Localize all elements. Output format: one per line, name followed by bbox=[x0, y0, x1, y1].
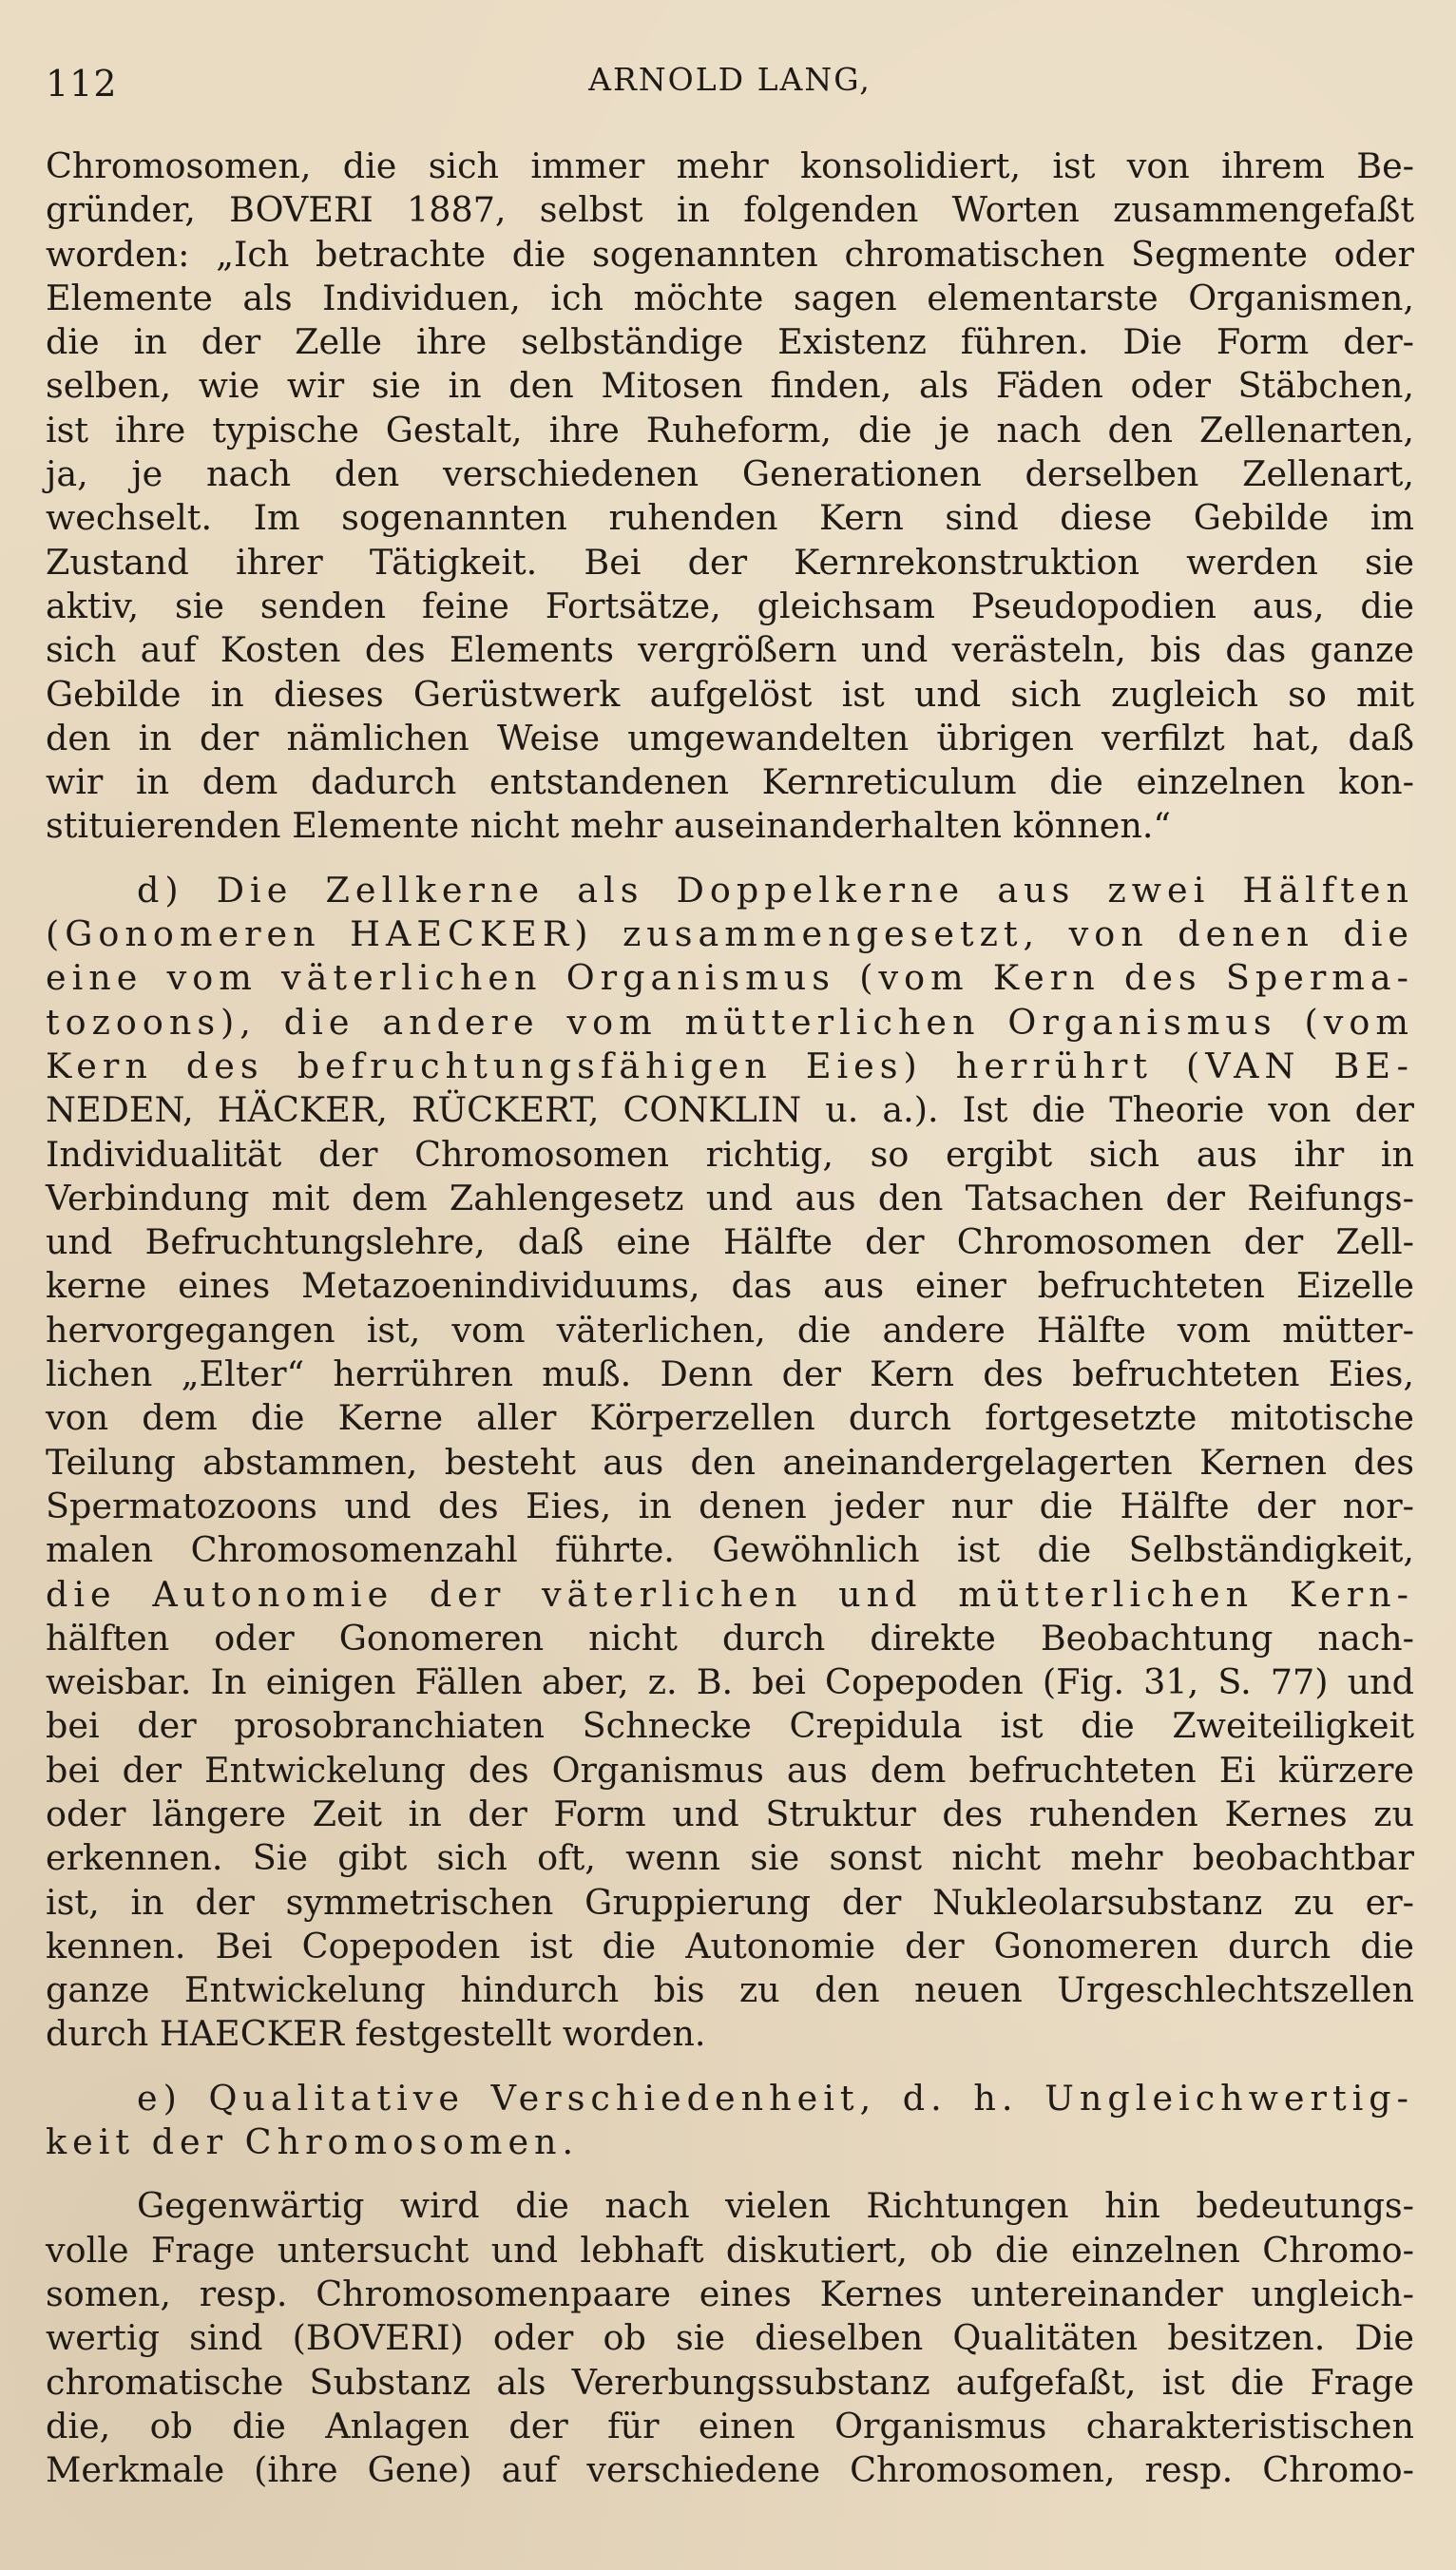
text-line: worden: „Ich betrachte die sogenannten chromatischen Segmente oder bbox=[46, 233, 1414, 275]
text-line: eine vom väterlichen Organismus (vom Kern des Sperma- bbox=[46, 957, 1414, 999]
body-text bbox=[46, 144, 1414, 2492]
text-line: Kern des befruchtungsfähigen Eies) herrührt (VAN BE- bbox=[46, 1045, 1414, 1086]
text-line: selben, wie wir sie in den Mitosen finden, als Fäden oder Stäbchen, bbox=[46, 365, 1414, 407]
text-line: volle Frage untersucht und lebhaft diskutiert, ob die einzelnen Chromo- bbox=[46, 2229, 1414, 2271]
text-line: ist, in der symmetrischen Gruppierung der Nukleolarsubstanz zu er- bbox=[46, 1881, 1414, 1923]
text-line: bei der Entwickelung des Organismus aus dem befruchteten Ei kürzere bbox=[46, 1749, 1414, 1791]
text-line: oder längere Zeit in der Form und Struktur des ruhenden Kernes zu bbox=[46, 1793, 1414, 1834]
text-line: Gebilde in dieses Gerüstwerk aufgelöst ist und sich zugleich so mit bbox=[46, 673, 1414, 715]
text-line: ganze Entwickelung hindurch bis zu den neuen Urgeschlechtszellen bbox=[46, 1969, 1414, 2011]
text-line: kennen. Bei Copepoden ist die Autonomie der Gonomeren durch die bbox=[46, 1925, 1414, 1966]
text-line: von dem die Kerne aller Körperzellen durch fortgesetzte mitotische bbox=[46, 1397, 1414, 1439]
text-line: lichen „Elter“ herrühren muß. Denn der Kern des befruchteten Eies, bbox=[46, 1353, 1414, 1395]
text-line: Teilung abstammen, besteht aus den aneinandergelagerten Kernen des bbox=[46, 1441, 1414, 1483]
text-line: malen Chromosomenzahl führte. Gewöhnlich ist die Selbständigkeit, bbox=[46, 1529, 1414, 1571]
text-line: Gegenwärtig wird die nach vielen Richtungen hin bedeutungs- bbox=[137, 2185, 1414, 2227]
paragraph-d-gonomeren bbox=[46, 869, 1414, 2057]
text-line: durch HAECKER festgestellt worden. bbox=[46, 2013, 706, 2055]
text-line: tozoons), die andere vom mütterlichen Organismus (vom bbox=[46, 1001, 1414, 1043]
text-line: hervorgegangen ist, vom väterlichen, die andere Hälfte vom mütter- bbox=[46, 1309, 1414, 1351]
text-line: Individualität der Chromosomen richtig, so ergibt sich aus ihr in bbox=[46, 1133, 1414, 1175]
paragraph-e-heading bbox=[46, 2077, 1414, 2165]
page-number: 112 bbox=[46, 63, 118, 105]
text-line: Zustand ihrer Tätigkeit. Bei der Kernrekonstruktion werden sie bbox=[46, 541, 1414, 583]
text-line: aktiv, sie senden feine Fortsätze, gleichsam Pseudopodien aus, die bbox=[46, 585, 1414, 626]
text-line: wertig sind (BOVERI) oder ob sie dieselben Qualitäten besitzen. Die bbox=[46, 2317, 1414, 2359]
text-line: bei der prosobranchiaten Schnecke Crepidula ist die Zweiteiligkeit bbox=[46, 1705, 1414, 1747]
text-line: ja, je nach den verschiedenen Generationen derselben Zellenart, bbox=[46, 453, 1414, 495]
text-line: und Befruchtungslehre, daß eine Hälfte der Chromosomen der Zell- bbox=[46, 1221, 1414, 1263]
text-line: Chromosomen, die sich immer mehr konsolidiert, ist von ihrem Be- bbox=[46, 145, 1414, 186]
text-line: die, ob die Anlagen der für einen Organismus charakteristischen bbox=[46, 2405, 1414, 2446]
text-line: erkennen. Sie gibt sich oft, wenn sie sonst nicht mehr beobachtbar bbox=[46, 1837, 1414, 1879]
text-line: Verbindung mit dem Zahlengesetz und aus den Tatsachen der Reifungs- bbox=[46, 1177, 1414, 1218]
text-line: sich auf Kosten des Elements vergrößern und verästeln, bis das ganze bbox=[46, 629, 1414, 671]
text-line: weisbar. In einigen Fällen aber, z. B. bei Copepoden (Fig. 31, S. 77) und bbox=[46, 1661, 1414, 1703]
text-line: somen, resp. Chromosomenpaare eines Kernes untereinander ungleich- bbox=[46, 2273, 1414, 2314]
text-line: Spermatozoons und des Eies, in denen jeder nur die Hälfte der nor- bbox=[46, 1485, 1414, 1526]
text-line: NEDEN, HÄCKER, RÜCKERT, CONKLIN u. a.). Ist die Theorie von der bbox=[46, 1089, 1414, 1131]
text-line: hälften oder Gonomeren nicht durch direkte Beobachtung nach- bbox=[46, 1617, 1414, 1659]
section-heading-e: e) Qualitative Verschiedenheit, d. h. Ungleichwertig- bbox=[137, 2077, 1414, 2119]
text-line: Elemente als Individuen, ich möchte sagen elementarste Organismen, bbox=[46, 277, 1414, 318]
text-line: (Gonomeren HAECKER) zusammengesetzt, von denen die bbox=[46, 913, 1414, 955]
section-heading-e-cont: keit der Chromosomen. bbox=[46, 2121, 580, 2163]
text-line: wir in dem dadurch entstandenen Kernreticulum die einzelnen kon- bbox=[46, 761, 1414, 803]
running-head bbox=[46, 55, 1414, 122]
paragraph-e-body bbox=[46, 2184, 1414, 2492]
text-line: stituierenden Elemente nicht mehr auseinanderhalten können.“ bbox=[46, 805, 1172, 847]
text-line: gründer, BOVERI 1887, selbst in folgenden Worten zusammengefaßt bbox=[46, 189, 1414, 231]
text-line: den in der nämlichen Weise umgewandelten übrigen verfilzt hat, daß bbox=[46, 717, 1414, 758]
section-heading-d: d) Die Zellkerne als Doppelkerne aus zwei Hälften bbox=[137, 869, 1414, 911]
text-line: ist ihre typische Gestalt, ihre Ruheform, die je nach den Zellenarten, bbox=[46, 409, 1414, 451]
text-line: chromatische Substanz als Vererbungssubstanz aufgefaßt, ist die Frage bbox=[46, 2361, 1414, 2403]
text-line: kerne eines Metazoenindividuums, das aus einer befruchteten Eizelle bbox=[46, 1265, 1414, 1307]
running-title: ARNOLD LANG, bbox=[588, 61, 872, 98]
text-line: Merkmale (ihre Gene) auf verschiedene Chromosomen, resp. Chromo- bbox=[46, 2449, 1414, 2491]
paragraph-quote bbox=[46, 144, 1414, 849]
text-line: die Autonomie der väterlichen und mütterlichen Kern- bbox=[46, 1573, 1414, 1615]
text-line: die in der Zelle ihre selbständige Existenz führen. Die Form der- bbox=[46, 321, 1414, 363]
text-line: wechselt. Im sogenannten ruhenden Kern sind diese Gebilde im bbox=[46, 497, 1414, 539]
